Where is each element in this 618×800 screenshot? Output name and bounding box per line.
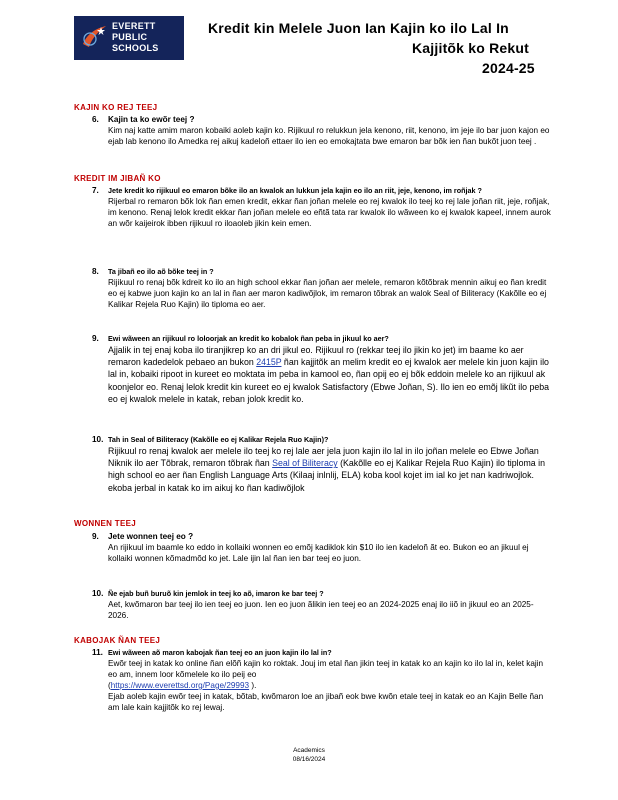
question-10 <box>92 434 552 494</box>
footer-department: Academics <box>293 747 325 754</box>
section-heading-prepare: KABOJAK ÑAN TEEJ <box>74 636 161 645</box>
page-subtitle: Kajjitõk ko Rekut <box>412 40 529 56</box>
question-6 <box>92 114 552 147</box>
logo-text-line3: SCHOOLS <box>112 43 159 53</box>
answer-text: ). Ejab aoleb kajin ewõr teej in katak, bõtab, kwõmaron loe an jibañ eok bwe kwõn etale teej in katak eo an Kajin Belle ñan am lale kain kajjitõk ko rej lewaj. <box>108 681 544 712</box>
question-title: Jete wonnen teej eo ? <box>108 532 194 541</box>
question-answer: An rijikuul im baamle ko eddo in kollaiki wonnen eo emõj kadiklok kin $10 ilo ien kadeloñ ãt eo. Bukon eo an jikuul ej kollaiki wonnen kõmadmõd ko jet. Lale ijin lal ñan ien bar teej eo juon. <box>108 543 529 563</box>
section-heading-fees: WONNEN TEEJ <box>74 519 136 528</box>
school-year: 2024-25 <box>482 60 535 76</box>
question-title: Kajin ta ko ewõr teej ? <box>108 115 195 124</box>
question-10-retest <box>92 588 552 621</box>
answer-text: Ewõr teej in katak ko online ñan elõñ kajin ko roktak. Jouj im etal ñan jikin teej in katak ko an kajin ko ilo lal in, kelet kajin eo am, innem loor kõmelele ko ilo peij eo ( <box>108 659 544 690</box>
question-7 <box>92 185 552 229</box>
question-number: 9. <box>92 532 99 541</box>
question-9-fees <box>92 531 552 564</box>
practice-tests-link[interactable]: https://www.everettsd.org/Page/29993 <box>110 681 250 690</box>
question-number: 9. <box>92 334 99 343</box>
seal-of-biliteracy-link[interactable]: Seal of Biliteracy <box>272 458 338 469</box>
question-title: Ñe ejab buñ buruõ kin jemlok in teej ko aõ, imaron ke bar teej ? <box>108 589 324 598</box>
question-number: 10. <box>92 589 104 598</box>
question-title: Ewi wãween an rijikuul ro loloorjak an kredit ko kobalok ñan peba in jikuul ko aer? <box>108 334 389 343</box>
footer-date: 08/16/2024 <box>292 756 326 763</box>
question-answer: Aet, kwõmaron bar teej ilo ien teej eo juon. Ien eo juon ãlikin ien teej eo an 2024-2025 enaj ilo iiõ in jikuul eo an 2025-2026. <box>108 600 534 620</box>
swoosh-icon <box>80 22 108 50</box>
question-title: Ta jibañ eo ilo aõ bõke teej in ? <box>108 267 214 276</box>
answer-text: (Kakõlle eo ej Kalikar Rejela Ruo Kajin) ilo tiploma in high school eo aer ñan English Language Arts (Kilaaj inlnlij, ELA) koba kool kojet im ial ko jet nan kadriwojlok. ekoba jerbal in katak ko im aikuj ko ñan kadiwõjlok <box>108 458 545 493</box>
section-heading-credits: KREDIT IM JIBAÑ KO <box>74 174 161 183</box>
logo-text-line2: PUBLIC <box>112 32 148 42</box>
question-number: 10. <box>92 435 104 444</box>
section-heading-languages: KAJIN KO REJ TEEJ <box>74 103 158 112</box>
question-title: Tah in Seal of Biliteracy (Kakõlle eo ej Kalikar Rejela Ruo Kajin)? <box>108 435 329 444</box>
answer-text: Rijikuul ro renaj kwalok aer melele ilo teej ko rej lale aer jela juon kajin ilo lal in ilo joñan melele eo Ebwe Joñan Niknik ilo aer Tõbrak, remaron tõbrak ñan <box>108 446 539 469</box>
question-answer <box>108 344 552 405</box>
question-answer <box>108 658 552 713</box>
logo-text-line1: EVERETT <box>112 21 156 31</box>
answer-text: Ajjalik in tej enaj koba ilo tiranjikrep ko an dri jikul eo. Rijikuul ro (rekkar teej ilo jikin ko jet) im baame ko aer remaron kadedelok pebaeo an bukon <box>108 345 524 368</box>
question-answer: Rijikuul ro renaj bõk kdreit ko ilo an high school ekkar ñan joñan aer melele, remaron kõtõbrak mennin aikuj eo ñan kredit eo ej kabwe juon kajin ko an lal in ñan aer maron kadiwõjlok, im remaron tõbrak an walok Seal of Biliteracy (Kakõlle eo ej Kalikar Rejela Ruo Kajin) ilo tiploma eo aer. <box>108 278 547 309</box>
district-logo <box>74 16 184 60</box>
question-number: 7. <box>92 186 99 195</box>
question-11 <box>92 647 552 713</box>
question-title: Ewi wãween aõ maron kabojak ñan teej eo an juon kajin ilo lal in? <box>108 648 332 657</box>
question-answer: Rijerbal ro remaron bõk lok ñan emen kredit, ekkar ñan joñan melele eo rej kwalok ilo teej ko rej lale joñan riit, jeje, roñjak, im kenono. Renaj lelok kredit ekkar ñan joñan melele eo eñtã tata rar kwalok ilo wãween ko ej kwalok kapeel, innem aurok an wõr kaijeirok ibben rijikuul ro iloaoleb jikin kein emen. <box>108 197 551 228</box>
page-title: Kredit kin Melele Juon Ian Kajin ko ilo Lal In <box>208 20 509 36</box>
question-number: 11. <box>92 648 103 657</box>
question-title: Jete kredit ko rijikuul eo emaron bõke ilo an kwalok an lukkun jela kajin eo ilo an riit, jeje, kenono, im roñjak ? <box>108 186 482 195</box>
question-answer: Kim naj katte amim maron kobaiki aoleb kajin ko. Rijikuul ro relukkun jela kenono, riit, kenono, im jeje ilo bar juon kajon eo ejab lab kenono ilo Amedka rej aikuj kadeloñ ettaer ilo ien eo emokajtata bwe emaron bar bõk ien ñan bukõt juon teej . <box>108 126 550 146</box>
question-8 <box>92 266 552 310</box>
question-number: 6. <box>92 115 99 124</box>
question-answer <box>108 445 552 494</box>
question-number: 8. <box>92 267 99 276</box>
answer-text: ñan kajjitõk an melim kredit eo ej kwalok aer melele kin juon kajin ilo lal in, kobaiki ripoot in kureet eo moktata im peba in kamool eo, ñan opij eo ej bõk eddoin melele ko an rijikuul ak koonjelor eo. Renaj lelok kredit kin kureet eo ej kwalok Satisfactory (Ebwe Joñan, S). Ilo ien eo emõj likũt ilo peba eo ej kwalok melele in katak, reban jolok kredit ko. <box>108 357 550 404</box>
form-2415p-link[interactable]: 2415P <box>256 357 282 368</box>
question-9 <box>92 333 552 405</box>
